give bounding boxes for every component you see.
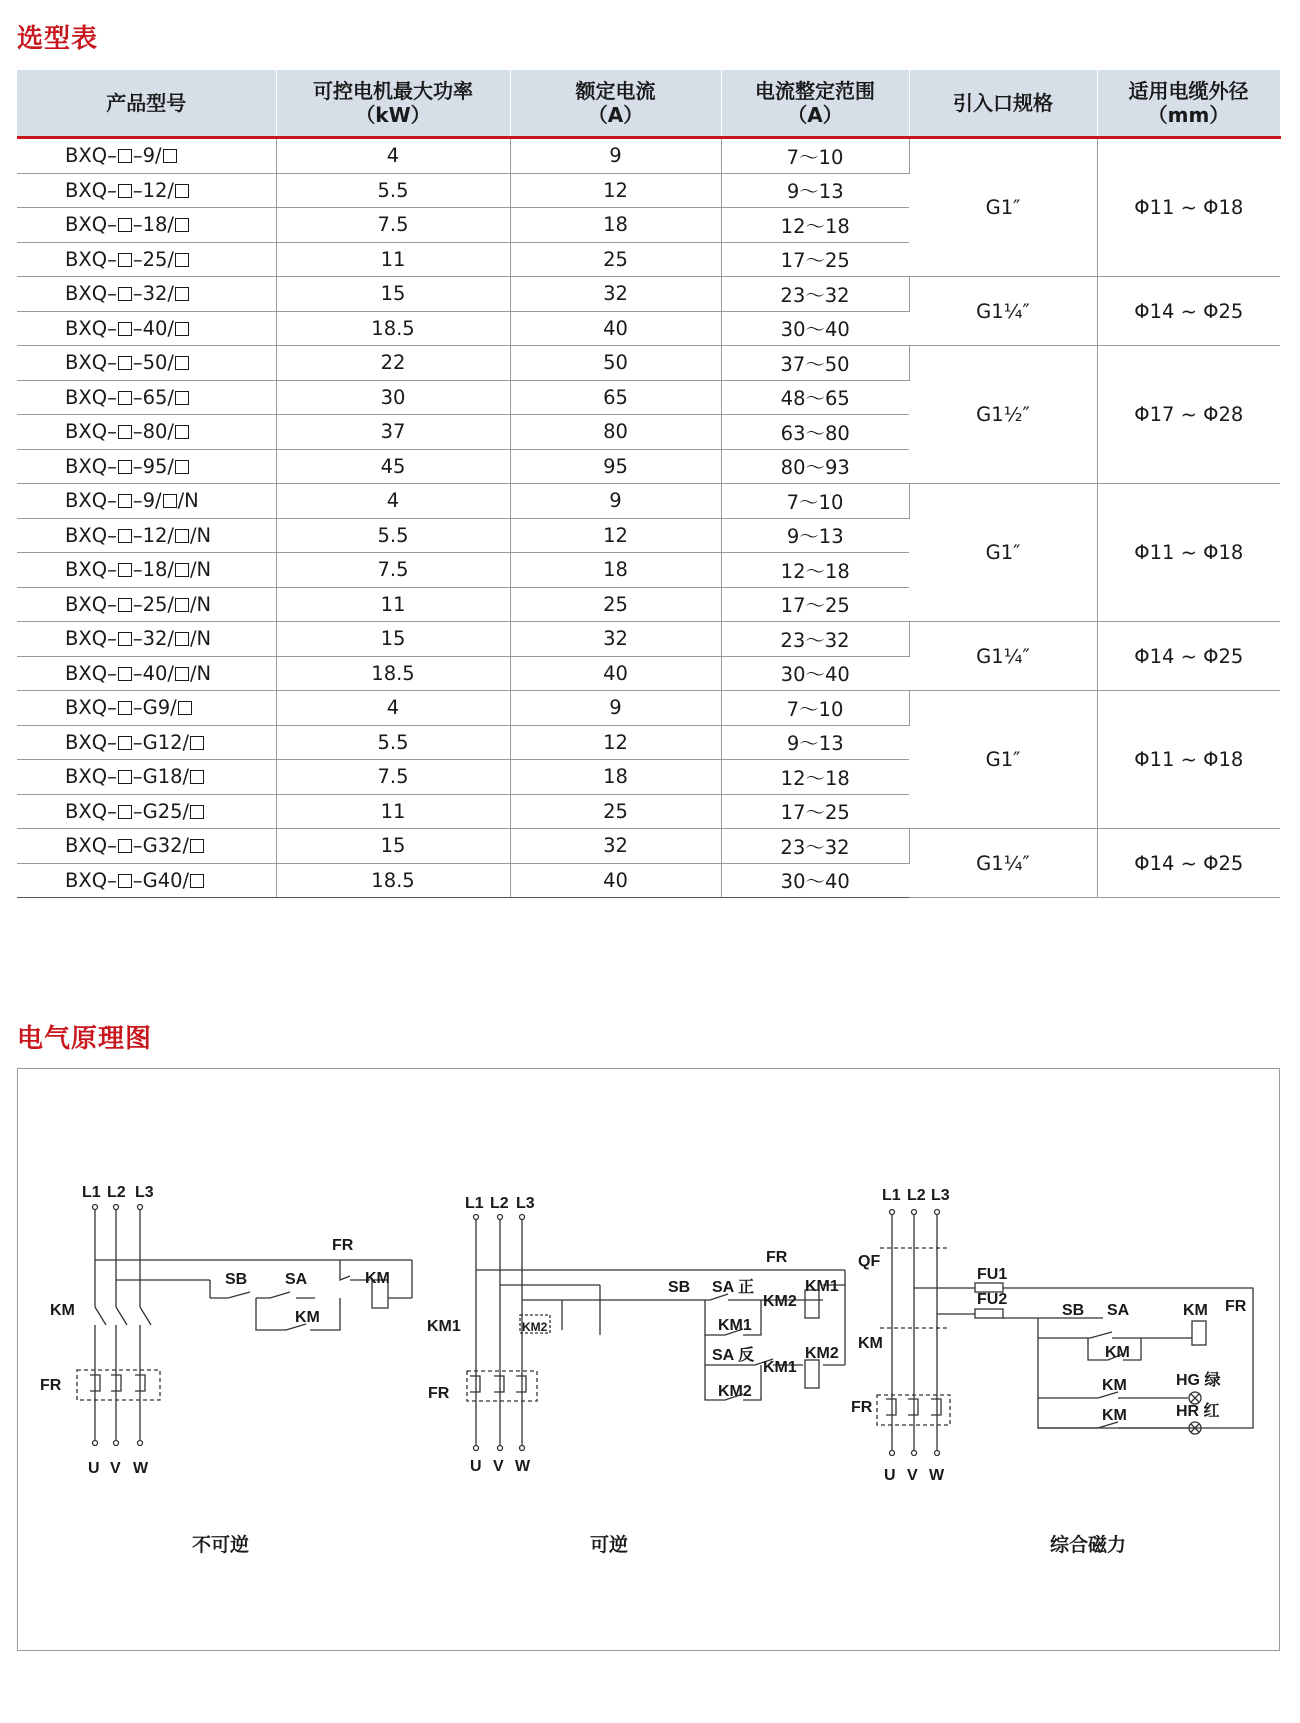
model-spec: –65/	[132, 385, 174, 409]
power-cell: 15	[276, 622, 510, 657]
label-L2: L2	[490, 1195, 509, 1212]
model-spec: –40/	[132, 316, 174, 340]
label-L1: L1	[82, 1184, 101, 1201]
model-prefix: BXQ–	[65, 282, 117, 306]
current-cell: 12	[510, 518, 721, 553]
model-prefix: BXQ–	[65, 661, 117, 685]
cable-cell: Φ11 ~ Φ18	[1097, 138, 1280, 277]
range-cell: 9～13	[721, 518, 909, 553]
cable-cell: Φ14 ~ Φ25	[1097, 829, 1280, 898]
range-cell: 30～40	[721, 656, 909, 691]
label-QF: QF	[858, 1253, 881, 1270]
model-spec: –9/	[132, 489, 162, 513]
inlet-cell: G1″	[909, 691, 1097, 829]
label-W: W	[133, 1460, 149, 1477]
model-spec: –G9/	[132, 696, 177, 720]
power-cell: 4	[276, 138, 510, 174]
label-U: U	[884, 1467, 896, 1484]
inlet-cell: G1¹⁄₄″	[909, 277, 1097, 346]
power-cell: 5.5	[276, 518, 510, 553]
current-cell: 40	[510, 863, 721, 898]
label-KM2-main: KM2	[522, 1320, 548, 1334]
current-cell: 40	[510, 656, 721, 691]
column-header-label: 可控电机最大功率	[313, 79, 473, 103]
model-spec: –G25/	[132, 799, 190, 823]
range-cell: 17～25	[721, 794, 909, 829]
model-suffix: /N	[177, 489, 199, 513]
inlet-cell: G1¹⁄₂″	[909, 346, 1097, 484]
column-header-unit: （A）	[587, 103, 644, 127]
current-cell: 25	[510, 242, 721, 277]
caption-irreversible: 不可逆	[192, 1534, 250, 1556]
label-KM-aux: KM	[295, 1309, 320, 1326]
range-cell: 30～40	[721, 311, 909, 346]
column-header-label: 额定电流	[575, 79, 656, 103]
power-cell: 30	[276, 380, 510, 415]
model-prefix: BXQ–	[65, 558, 117, 582]
range-cell: 63～80	[721, 415, 909, 450]
model-spec: –40/	[132, 661, 174, 685]
current-cell: 9	[510, 691, 721, 726]
model-spec: –25/	[132, 247, 174, 271]
model-spec: –32/	[132, 282, 174, 306]
model-prefix: BXQ–	[65, 834, 117, 858]
label-KM1-interlock: KM1	[763, 1359, 797, 1376]
model-spec: –95/	[132, 454, 174, 478]
label-W: W	[929, 1467, 945, 1484]
current-cell: 25	[510, 794, 721, 829]
model-prefix: BXQ–	[65, 247, 117, 271]
power-cell: 7.5	[276, 208, 510, 243]
label-SA: SA	[285, 1271, 308, 1288]
power-cell: 15	[276, 277, 510, 312]
current-cell: 9	[510, 138, 721, 174]
current-cell: 12	[510, 725, 721, 760]
current-cell: 95	[510, 449, 721, 484]
inlet-cell: G1¹⁄₄″	[909, 622, 1097, 691]
label-HR: HR 红	[1176, 1403, 1220, 1420]
power-cell: 11	[276, 242, 510, 277]
label-FR-2: FR	[1225, 1298, 1247, 1315]
current-cell: 18	[510, 208, 721, 243]
model-prefix: BXQ–	[65, 523, 117, 547]
model-prefix: BXQ–	[65, 730, 117, 754]
model-spec: –25/	[132, 592, 174, 616]
label-FR-2: FR	[766, 1249, 788, 1266]
model-spec: –12/	[132, 523, 174, 547]
range-cell: 37～50	[721, 346, 909, 381]
power-cell: 5.5	[276, 173, 510, 208]
label-KM1-aux: KM1	[718, 1317, 752, 1334]
label-W: W	[515, 1458, 531, 1475]
current-cell: 65	[510, 380, 721, 415]
model-spec: –G12/	[132, 730, 190, 754]
label-SA-rev: SA 反	[712, 1347, 755, 1364]
column-header-label: 适用电缆外径	[1128, 79, 1249, 103]
current-cell: 32	[510, 829, 721, 864]
current-cell: 9	[510, 484, 721, 519]
cable-cell: Φ11 ~ Φ18	[1097, 691, 1280, 829]
current-cell: 12	[510, 173, 721, 208]
range-cell: 30～40	[721, 863, 909, 898]
column-header-label: 引入口规格	[953, 91, 1053, 115]
label-FR-2: FR	[332, 1237, 354, 1254]
power-cell: 5.5	[276, 725, 510, 760]
selection-table-title: 选型表	[17, 24, 99, 54]
diagram-combined-magnetic	[851, 1187, 1253, 1484]
label-L1: L1	[882, 1187, 901, 1204]
current-cell: 40	[510, 311, 721, 346]
range-cell: 23～32	[721, 277, 909, 312]
label-KM2-interlock: KM2	[763, 1293, 797, 1310]
label-SB: SB	[668, 1279, 691, 1296]
model-suffix: /N	[189, 592, 212, 616]
power-cell: 18.5	[276, 656, 510, 691]
model-spec: –9/	[132, 144, 162, 168]
cable-cell: Φ14 ~ Φ25	[1097, 622, 1280, 691]
label-KM-coil: KM	[1183, 1302, 1208, 1319]
model-prefix: BXQ–	[65, 178, 117, 202]
label-KM-nc: KM	[1102, 1377, 1127, 1394]
label-KM: KM	[858, 1335, 883, 1352]
cable-cell: Φ14 ~ Φ25	[1097, 277, 1280, 346]
label-KM1-coil: KM1	[805, 1278, 839, 1295]
model-prefix: BXQ–	[65, 144, 117, 168]
model-spec: –G40/	[132, 868, 190, 892]
label-FU1: FU1	[977, 1266, 1008, 1283]
label-HG: HG 绿	[1176, 1372, 1221, 1389]
model-prefix: BXQ–	[65, 799, 117, 823]
column-header-unit: （A）	[787, 103, 843, 127]
model-suffix: /N	[189, 661, 212, 685]
column-header-unit: （kW）	[355, 103, 431, 127]
label-SA-fwd: SA 正	[712, 1279, 755, 1296]
range-cell: 17～25	[721, 242, 909, 277]
model-spec: –12/	[132, 178, 174, 202]
range-cell: 23～32	[721, 622, 909, 657]
label-V: V	[907, 1467, 918, 1484]
power-cell: 7.5	[276, 760, 510, 795]
power-cell: 22	[276, 346, 510, 381]
model-prefix: BXQ–	[65, 420, 117, 444]
current-cell: 18	[510, 553, 721, 588]
range-cell: 9～13	[721, 173, 909, 208]
model-prefix: BXQ–	[65, 489, 117, 513]
label-SB: SB	[225, 1271, 248, 1288]
label-FR: FR	[40, 1377, 62, 1394]
range-cell: 7～10	[721, 138, 909, 174]
model-prefix: BXQ–	[65, 868, 117, 892]
current-cell: 25	[510, 587, 721, 622]
model-prefix: BXQ–	[65, 592, 117, 616]
label-SB: SB	[1062, 1302, 1085, 1319]
label-FU2: FU2	[977, 1291, 1008, 1308]
label-KM-no: KM	[1102, 1407, 1127, 1424]
label-U: U	[470, 1458, 482, 1475]
model-spec: –18/	[132, 213, 174, 237]
label-L2: L2	[907, 1187, 926, 1204]
power-cell: 18.5	[276, 863, 510, 898]
diagram-irreversible	[40, 1184, 412, 1477]
model-spec: –G18/	[132, 765, 190, 789]
label-KM: KM	[50, 1302, 75, 1319]
model-spec: –80/	[132, 420, 174, 444]
inlet-cell: G1″	[909, 138, 1097, 277]
label-KM-coil: KM	[365, 1270, 390, 1287]
power-cell: 4	[276, 484, 510, 519]
model-spec: –G32/	[132, 834, 190, 858]
column-header-unit: （mm）	[1147, 103, 1230, 127]
range-cell: 80～93	[721, 449, 909, 484]
cable-cell: Φ17 ~ Φ28	[1097, 346, 1280, 484]
label-KM2-aux: KM2	[718, 1383, 752, 1400]
model-prefix: BXQ–	[65, 316, 117, 340]
power-cell: 7.5	[276, 553, 510, 588]
model-suffix: /N	[189, 523, 212, 547]
range-cell: 17～25	[721, 587, 909, 622]
power-cell: 11	[276, 794, 510, 829]
range-cell: 23～32	[721, 829, 909, 864]
diagram-reversible	[427, 1195, 845, 1475]
model-prefix: BXQ–	[65, 765, 117, 789]
label-V: V	[110, 1460, 121, 1477]
current-cell: 50	[510, 346, 721, 381]
power-cell: 45	[276, 449, 510, 484]
current-cell: 18	[510, 760, 721, 795]
label-L1: L1	[465, 1195, 484, 1212]
power-cell: 11	[276, 587, 510, 622]
model-prefix: BXQ–	[65, 696, 117, 720]
range-cell: 12～18	[721, 208, 909, 243]
current-cell: 32	[510, 277, 721, 312]
label-FR: FR	[428, 1385, 450, 1402]
model-spec: –50/	[132, 351, 174, 375]
power-cell: 15	[276, 829, 510, 864]
range-cell: 7～10	[721, 691, 909, 726]
label-KM2-coil: KM2	[805, 1345, 839, 1362]
power-cell: 37	[276, 415, 510, 450]
label-FR: FR	[851, 1399, 873, 1416]
label-KM-aux: KM	[1105, 1344, 1130, 1361]
power-cell: 18.5	[276, 311, 510, 346]
label-V: V	[493, 1458, 504, 1475]
label-L3: L3	[931, 1187, 950, 1204]
label-L3: L3	[516, 1195, 535, 1212]
diagram-section-title: 电气原理图	[17, 1024, 153, 1054]
model-prefix: BXQ–	[65, 627, 117, 651]
caption-combined: 综合磁力	[1050, 1534, 1127, 1556]
model-suffix: /N	[189, 627, 212, 651]
range-cell: 7～10	[721, 484, 909, 519]
model-prefix: BXQ–	[65, 385, 117, 409]
power-cell: 4	[276, 691, 510, 726]
model-prefix: BXQ–	[65, 351, 117, 375]
label-L3: L3	[135, 1184, 154, 1201]
model-prefix: BXQ–	[65, 213, 117, 237]
inlet-cell: G1¹⁄₄″	[909, 829, 1097, 898]
model-prefix: BXQ–	[65, 454, 117, 478]
caption-reversible: 可逆	[590, 1534, 629, 1556]
range-cell: 12～18	[721, 760, 909, 795]
label-U: U	[88, 1460, 100, 1477]
range-cell: 9～13	[721, 725, 909, 760]
model-suffix: /N	[189, 558, 212, 582]
inlet-cell: G1″	[909, 484, 1097, 622]
model-spec: –32/	[132, 627, 174, 651]
current-cell: 80	[510, 415, 721, 450]
cable-cell: Φ11 ~ Φ18	[1097, 484, 1280, 622]
current-cell: 32	[510, 622, 721, 657]
range-cell: 12～18	[721, 553, 909, 588]
range-cell: 48～65	[721, 380, 909, 415]
model-spec: –18/	[132, 558, 174, 582]
label-KM1: KM1	[427, 1318, 461, 1335]
label-SA: SA	[1107, 1302, 1130, 1319]
column-header-label: 电流整定范围	[755, 79, 875, 103]
label-L2: L2	[107, 1184, 126, 1201]
column-header-label: 产品型号	[106, 91, 187, 115]
